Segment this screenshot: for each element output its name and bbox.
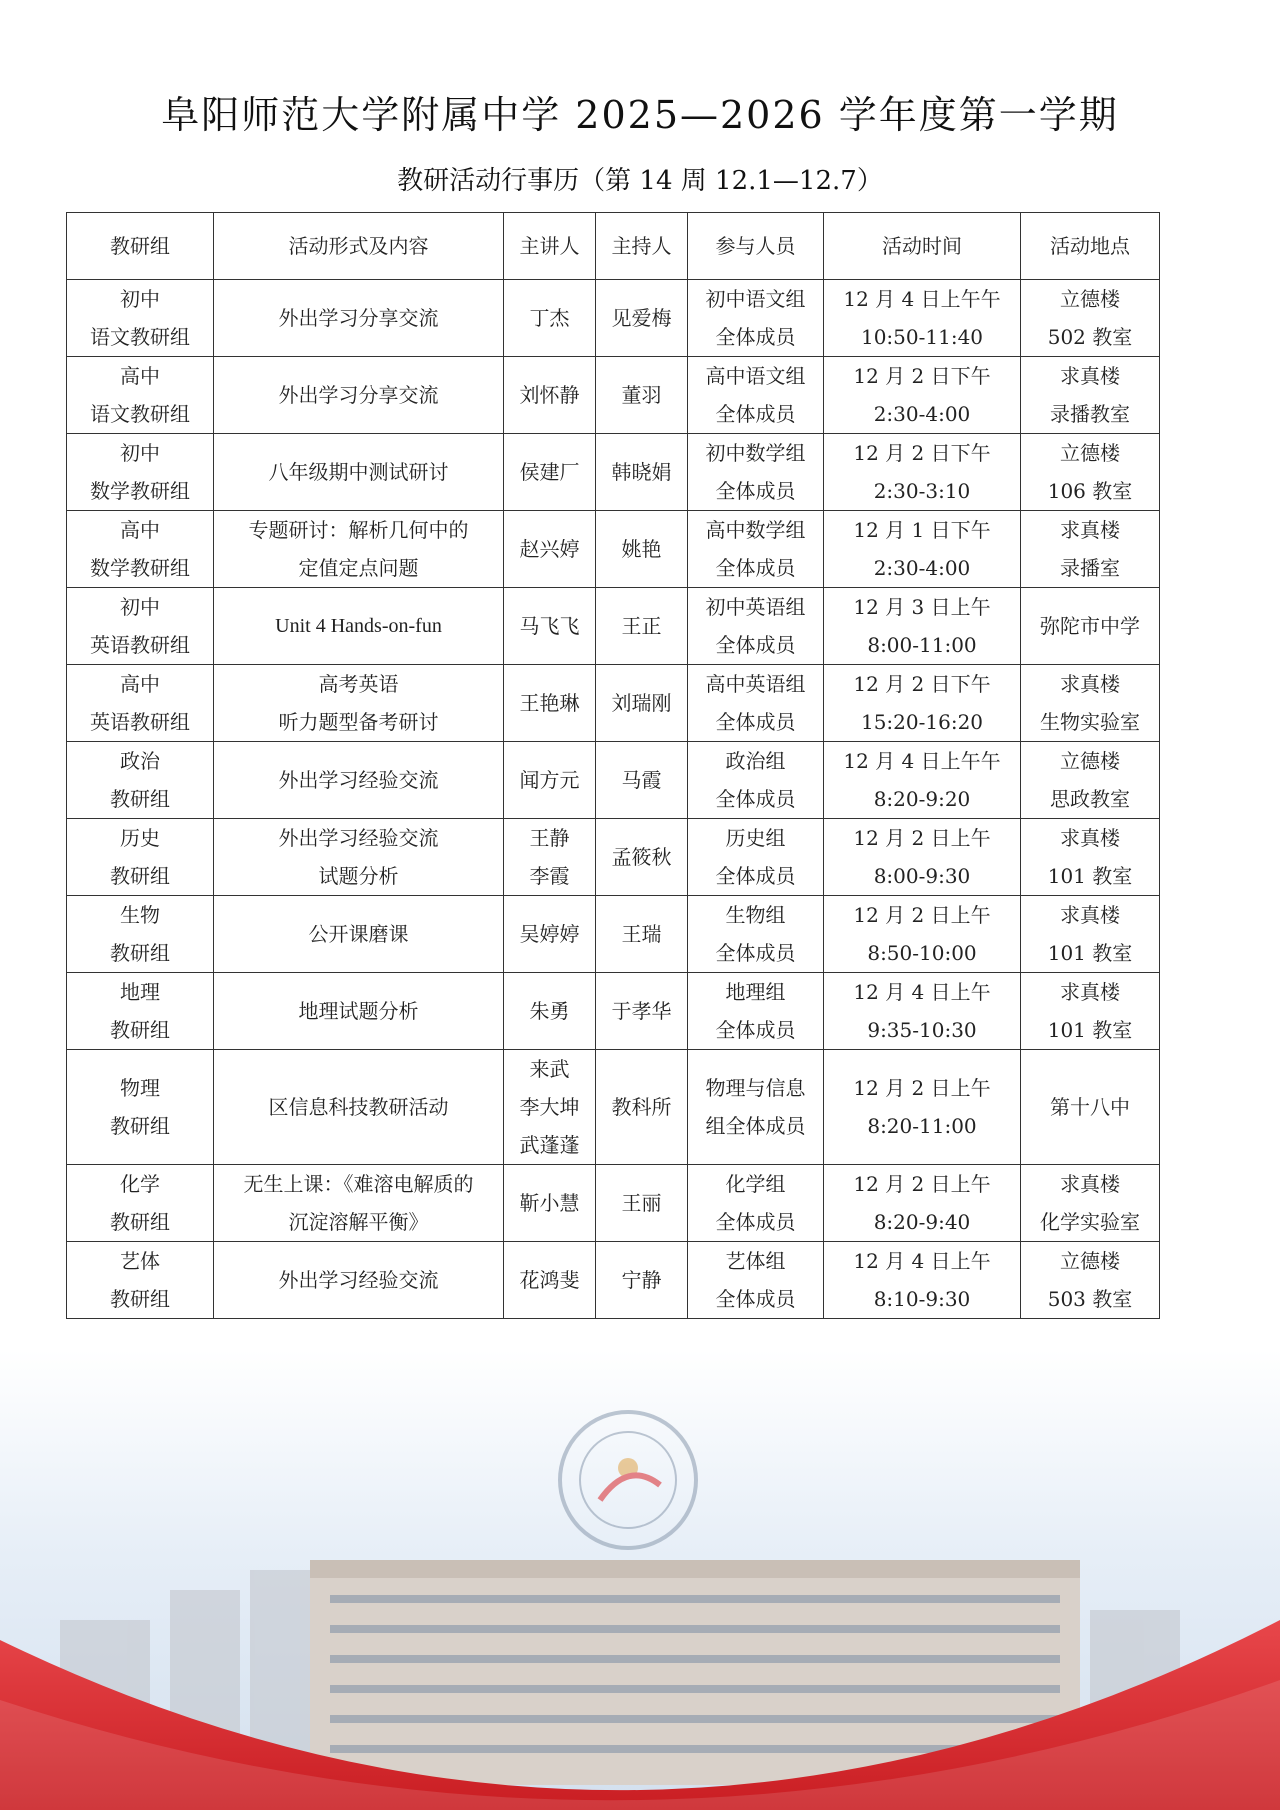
cell-participants-line: 全体成员 — [715, 864, 796, 888]
cell-group-line: 数学教研组 — [90, 479, 190, 503]
cell-group — [67, 1165, 214, 1242]
cell-group-line: 教研组 — [110, 787, 170, 811]
cell-content-line: 外出学习分享交流 — [278, 306, 439, 330]
cell-group — [67, 742, 214, 819]
cell-group — [67, 511, 214, 588]
cell-speaker — [504, 434, 596, 511]
cell-content-line: 沉淀溶解平衡》 — [288, 1210, 429, 1234]
cell-time — [824, 819, 1021, 896]
cell-speaker-line: 靳小慧 — [519, 1191, 580, 1215]
cell-time — [824, 665, 1021, 742]
cell-participants — [688, 1165, 824, 1242]
page-title: 阜阳师范大学附属中学 2025—2026 学年度第一学期 — [161, 93, 1119, 137]
cell-time-line: 2:30-4:00 — [873, 556, 971, 580]
cell-speaker-line: 闻方元 — [519, 768, 580, 792]
cell-participants — [688, 819, 824, 896]
cell-time-line: 12 月 1 日下午 — [853, 518, 991, 542]
cell-location — [1021, 588, 1160, 665]
cell-time — [824, 1165, 1021, 1242]
cell-group-line: 化学 — [120, 1172, 160, 1196]
cell-participants-line: 地理组 — [725, 980, 786, 1004]
cell-participants-line: 初中语文组 — [705, 287, 806, 311]
cell-speaker — [504, 896, 596, 973]
cell-participants — [688, 1242, 824, 1319]
cell-location-line: 化学实验室 — [1040, 1210, 1140, 1234]
cell-speaker — [504, 588, 596, 665]
cell-participants-line: 生物组 — [725, 903, 786, 927]
cell-location-line: 106 教室 — [1047, 479, 1133, 503]
cell-time — [824, 742, 1021, 819]
cell-group-line: 历史 — [120, 826, 160, 850]
cell-host — [596, 819, 688, 896]
cell-location-line: 求真楼 — [1060, 826, 1120, 850]
cell-participants-line: 全体成员 — [715, 1287, 796, 1311]
table-row — [67, 434, 1160, 511]
cell-participants-line: 全体成员 — [715, 479, 796, 503]
cell-group — [67, 665, 214, 742]
cell-content — [214, 588, 504, 665]
cell-time — [824, 1242, 1021, 1319]
cell-time — [824, 896, 1021, 973]
cell-location-line: 求真楼 — [1060, 364, 1120, 388]
cell-participants-line: 物理与信息 — [705, 1076, 806, 1100]
cell-host-line: 于孝华 — [611, 999, 672, 1023]
cell-participants — [688, 357, 824, 434]
cell-host-line: 王正 — [621, 614, 662, 638]
cell-group-line: 教研组 — [110, 1210, 170, 1234]
cell-location — [1021, 434, 1160, 511]
table-row — [67, 973, 1160, 1050]
cell-content — [214, 280, 504, 357]
cell-location — [1021, 973, 1160, 1050]
cell-time-line: 12 月 3 日上午 — [853, 595, 991, 619]
cell-participants-line: 政治组 — [725, 749, 786, 773]
cell-speaker-line: 赵兴婷 — [519, 537, 580, 561]
cell-location-line: 502 教室 — [1047, 325, 1133, 349]
table-row — [67, 511, 1160, 588]
cell-participants-line: 初中英语组 — [705, 595, 806, 619]
cell-time-line: 12 月 2 日上午 — [853, 826, 991, 850]
cell-location-line: 求真楼 — [1060, 903, 1120, 927]
cell-group — [67, 819, 214, 896]
cell-content-line: 八年级期中测试研讨 — [268, 460, 449, 484]
cell-time-line: 8:00-11:00 — [867, 633, 977, 657]
cell-host-line: 宁静 — [621, 1268, 662, 1292]
cell-time-line: 12 月 4 日上午 — [853, 1249, 991, 1273]
cell-group-line: 英语教研组 — [90, 710, 190, 734]
table-row — [67, 742, 1160, 819]
cell-group — [67, 973, 214, 1050]
cell-group — [67, 896, 214, 973]
cell-content — [214, 1165, 504, 1242]
cell-content-line: 地理试题分析 — [298, 999, 419, 1023]
table-body — [67, 280, 1160, 1319]
page-subtitle: 教研活动行事历（第 14 周 12.1—12.7） — [397, 166, 883, 196]
cell-content-line: 外出学习经验交流 — [278, 826, 439, 850]
cell-participants — [688, 434, 824, 511]
cell-host — [596, 742, 688, 819]
cell-location-line: 101 教室 — [1047, 864, 1133, 888]
cell-participants — [688, 973, 824, 1050]
cell-content — [214, 973, 504, 1050]
cell-participants-line: 全体成员 — [715, 633, 796, 657]
cell-participants-line: 历史组 — [725, 826, 786, 850]
cell-location-line: 立德楼 — [1060, 1249, 1120, 1273]
cell-location-line: 录播教室 — [1050, 402, 1130, 426]
cell-group-line: 高中 — [120, 364, 160, 388]
cell-content-line: 区信息科技教研活动 — [268, 1095, 449, 1119]
cell-location-line: 立德楼 — [1060, 441, 1120, 465]
header-participants: 参与人员 — [688, 213, 824, 280]
cell-content-line: Unit 4 Hands-on-fun — [275, 615, 442, 637]
cell-speaker — [504, 1050, 596, 1165]
cell-participants-line: 组全体成员 — [705, 1114, 806, 1138]
cell-group-line: 数学教研组 — [90, 556, 190, 580]
cell-time-line: 2:30-3:10 — [873, 479, 971, 503]
cell-host-line: 王丽 — [621, 1191, 662, 1215]
cell-group-line: 初中 — [120, 441, 160, 465]
cell-time-line: 10:50-11:40 — [860, 325, 984, 349]
cell-host — [596, 665, 688, 742]
header-content: 活动形式及内容 — [214, 213, 504, 280]
cell-time-line: 8:50-10:00 — [867, 941, 977, 965]
cell-group-line: 初中 — [120, 287, 160, 311]
campus-footer-illustration — [0, 1350, 1280, 1810]
cell-group-line: 教研组 — [110, 1287, 170, 1311]
cell-location — [1021, 1165, 1160, 1242]
cell-group-line: 地理 — [120, 980, 160, 1004]
cell-group-line: 物理 — [120, 1076, 160, 1100]
cell-time-line: 12 月 2 日上午 — [853, 1076, 991, 1100]
cell-group-line: 教研组 — [110, 864, 170, 888]
cell-content — [214, 1242, 504, 1319]
cell-host-line: 马霞 — [621, 768, 662, 792]
cell-group-line: 教研组 — [110, 1114, 170, 1138]
table-row — [67, 819, 1160, 896]
cell-time — [824, 1050, 1021, 1165]
cell-host — [596, 896, 688, 973]
cell-participants-line: 全体成员 — [715, 1210, 796, 1234]
cell-group-line: 语文教研组 — [90, 402, 190, 426]
cell-content — [214, 896, 504, 973]
cell-host — [596, 588, 688, 665]
cell-host-line: 孟筱秋 — [611, 845, 672, 869]
cell-content — [214, 819, 504, 896]
cell-speaker-line: 丁杰 — [529, 306, 570, 330]
table-row — [67, 1165, 1160, 1242]
cell-participants-line: 化学组 — [725, 1172, 786, 1196]
cell-group-line: 艺体 — [120, 1249, 160, 1273]
table-row — [67, 896, 1160, 973]
cell-participants — [688, 511, 824, 588]
cell-host-line: 刘瑞刚 — [611, 691, 672, 715]
cell-group-line: 高中 — [120, 672, 160, 696]
cell-location-line: 101 教室 — [1047, 941, 1133, 965]
cell-content — [214, 1050, 504, 1165]
cell-location-line: 立德楼 — [1060, 749, 1120, 773]
cell-speaker-line: 朱勇 — [529, 999, 570, 1023]
cell-group — [67, 588, 214, 665]
cell-content-line: 专题研讨：解析几何中的 — [248, 518, 469, 542]
cell-time-line: 9:35-10:30 — [867, 1018, 977, 1042]
cell-speaker — [504, 1165, 596, 1242]
cell-location — [1021, 357, 1160, 434]
cell-content — [214, 434, 504, 511]
table-row — [67, 1242, 1160, 1319]
cell-participants-line: 全体成员 — [715, 710, 796, 734]
cell-time — [824, 511, 1021, 588]
cell-content-line: 定值定点问题 — [298, 556, 419, 580]
table-row — [67, 588, 1160, 665]
cell-host — [596, 434, 688, 511]
cell-time — [824, 280, 1021, 357]
cell-time-line: 15:20-16:20 — [860, 710, 984, 734]
cell-host-line: 王瑞 — [621, 922, 662, 946]
cell-participants-line: 艺体组 — [725, 1249, 786, 1273]
cell-speaker — [504, 819, 596, 896]
cell-location-line: 思政教室 — [1050, 787, 1130, 811]
cell-speaker-line: 王艳琳 — [519, 691, 580, 715]
cell-participants-line: 高中英语组 — [705, 672, 806, 696]
table-header-row — [67, 213, 1160, 280]
cell-location-line: 录播室 — [1060, 556, 1120, 580]
cell-group-line: 生物 — [120, 903, 160, 927]
cell-group-line: 教研组 — [110, 1018, 170, 1042]
cell-content-line: 公开课磨课 — [308, 922, 409, 946]
cell-group — [67, 434, 214, 511]
cell-time — [824, 434, 1021, 511]
cell-participants-line: 全体成员 — [715, 941, 796, 965]
cell-speaker-line: 来武 — [529, 1057, 570, 1081]
cell-time-line: 12 月 2 日下午 — [853, 364, 991, 388]
cell-content-line: 试题分析 — [318, 864, 399, 888]
cell-group-line: 高中 — [120, 518, 160, 542]
cell-time — [824, 588, 1021, 665]
table-row — [67, 280, 1160, 357]
cell-time-line: 8:20-9:20 — [873, 787, 971, 811]
cell-content — [214, 357, 504, 434]
cell-content-line: 高考英语 — [318, 672, 399, 696]
cell-speaker — [504, 280, 596, 357]
cell-location — [1021, 665, 1160, 742]
cell-time-line: 8:20-9:40 — [873, 1210, 971, 1234]
cell-time-line: 8:00-9:30 — [873, 864, 971, 888]
schedule-table — [66, 212, 1160, 1319]
cell-host — [596, 511, 688, 588]
cell-location — [1021, 742, 1160, 819]
cell-host-line: 韩晓娟 — [611, 460, 672, 484]
cell-speaker-line: 王静 — [529, 826, 570, 850]
cell-participants — [688, 665, 824, 742]
cell-location-line: 第十八中 — [1050, 1095, 1130, 1119]
cell-location-line: 503 教室 — [1047, 1287, 1133, 1311]
header-location: 活动地点 — [1021, 213, 1160, 280]
cell-location-line: 立德楼 — [1060, 287, 1120, 311]
cell-participants-line: 全体成员 — [715, 402, 796, 426]
cell-time — [824, 357, 1021, 434]
cell-host-line: 姚艳 — [621, 537, 662, 561]
cell-speaker-line: 吴婷婷 — [519, 922, 580, 946]
cell-host-line: 教科所 — [611, 1095, 672, 1119]
cell-location-line: 生物实验室 — [1040, 710, 1140, 734]
cell-speaker-line: 花鸿斐 — [519, 1268, 580, 1292]
cell-group — [67, 1242, 214, 1319]
cell-speaker — [504, 973, 596, 1050]
cell-speaker — [504, 357, 596, 434]
cell-speaker-line: 武蓬蓬 — [519, 1133, 580, 1157]
cell-host — [596, 1050, 688, 1165]
cell-time-line: 8:20-11:00 — [867, 1114, 977, 1138]
cell-participants-line: 全体成员 — [715, 787, 796, 811]
cell-speaker — [504, 1242, 596, 1319]
cell-location-line: 101 教室 — [1047, 1018, 1133, 1042]
cell-content-line: 外出学习经验交流 — [278, 768, 439, 792]
cell-group-line: 英语教研组 — [90, 633, 190, 657]
cell-location — [1021, 1050, 1160, 1165]
cell-content-line: 外出学习分享交流 — [278, 383, 439, 407]
cell-time-line: 12 月 2 日上午 — [853, 1172, 991, 1196]
cell-group — [67, 280, 214, 357]
cell-group-line: 初中 — [120, 595, 160, 619]
cell-host — [596, 280, 688, 357]
cell-time-line: 8:10-9:30 — [873, 1287, 971, 1311]
cell-location — [1021, 511, 1160, 588]
cell-speaker-line: 李霞 — [529, 864, 570, 888]
table-row — [67, 357, 1160, 434]
cell-location — [1021, 896, 1160, 973]
cell-content — [214, 511, 504, 588]
cell-participants-line: 初中数学组 — [705, 441, 806, 465]
cell-host-line: 董羽 — [621, 383, 662, 407]
cell-participants — [688, 1050, 824, 1165]
cell-participants-line: 全体成员 — [715, 1018, 796, 1042]
cell-participants-line: 高中数学组 — [705, 518, 806, 542]
cell-participants — [688, 896, 824, 973]
cell-time-line: 12 月 4 日上午午 — [843, 749, 1001, 773]
cell-participants-line: 全体成员 — [715, 556, 796, 580]
header-group: 教研组 — [67, 213, 214, 280]
cell-time-line: 2:30-4:00 — [873, 402, 971, 426]
cell-location-line: 求真楼 — [1060, 672, 1120, 696]
cell-location — [1021, 280, 1160, 357]
cell-host-line: 见爱梅 — [611, 306, 672, 330]
cell-host — [596, 973, 688, 1050]
cell-speaker — [504, 511, 596, 588]
cell-participants — [688, 742, 824, 819]
cell-location — [1021, 819, 1160, 896]
cell-time-line: 12 月 2 日下午 — [853, 441, 991, 465]
cell-time-line: 12 月 4 日上午 — [853, 980, 991, 1004]
cell-group — [67, 357, 214, 434]
cell-location-line: 求真楼 — [1060, 1172, 1120, 1196]
cell-speaker-line: 侯建厂 — [519, 460, 580, 484]
cell-time-line: 12 月 4 日上午午 — [843, 287, 1001, 311]
cell-speaker-line: 刘怀静 — [519, 383, 580, 407]
header-time: 活动时间 — [824, 213, 1021, 280]
cell-host — [596, 1242, 688, 1319]
cell-content — [214, 742, 504, 819]
cell-speaker — [504, 742, 596, 819]
cell-location-line: 求真楼 — [1060, 980, 1120, 1004]
cell-content-line: 无生上课：《难溶电解质的 — [243, 1172, 474, 1196]
cell-content-line: 外出学习经验交流 — [278, 1268, 439, 1292]
cell-time-line: 12 月 2 日上午 — [853, 903, 991, 927]
cell-speaker — [504, 665, 596, 742]
cell-participants — [688, 280, 824, 357]
cell-speaker-line: 李大坤 — [519, 1095, 580, 1119]
cell-participants-line: 全体成员 — [715, 325, 796, 349]
cell-group — [67, 1050, 214, 1165]
cell-content-line: 听力题型备考研讨 — [278, 710, 439, 734]
cell-location — [1021, 1242, 1160, 1319]
cell-participants-line: 高中语文组 — [705, 364, 806, 388]
header-host: 主持人 — [596, 213, 688, 280]
cell-host — [596, 357, 688, 434]
cell-time-line: 12 月 2 日下午 — [853, 672, 991, 696]
table-row — [67, 665, 1160, 742]
cell-group-line: 政治 — [120, 749, 160, 773]
cell-location-line: 求真楼 — [1060, 518, 1120, 542]
cell-group-line: 教研组 — [110, 941, 170, 965]
header-speaker: 主讲人 — [504, 213, 596, 280]
cell-host — [596, 1165, 688, 1242]
cell-content — [214, 665, 504, 742]
cell-speaker-line: 马飞飞 — [519, 614, 580, 638]
cell-participants — [688, 588, 824, 665]
table-row — [67, 1050, 1160, 1165]
cell-time — [824, 973, 1021, 1050]
cell-location-line: 弥陀市中学 — [1040, 614, 1140, 638]
cell-group-line: 语文教研组 — [90, 325, 190, 349]
